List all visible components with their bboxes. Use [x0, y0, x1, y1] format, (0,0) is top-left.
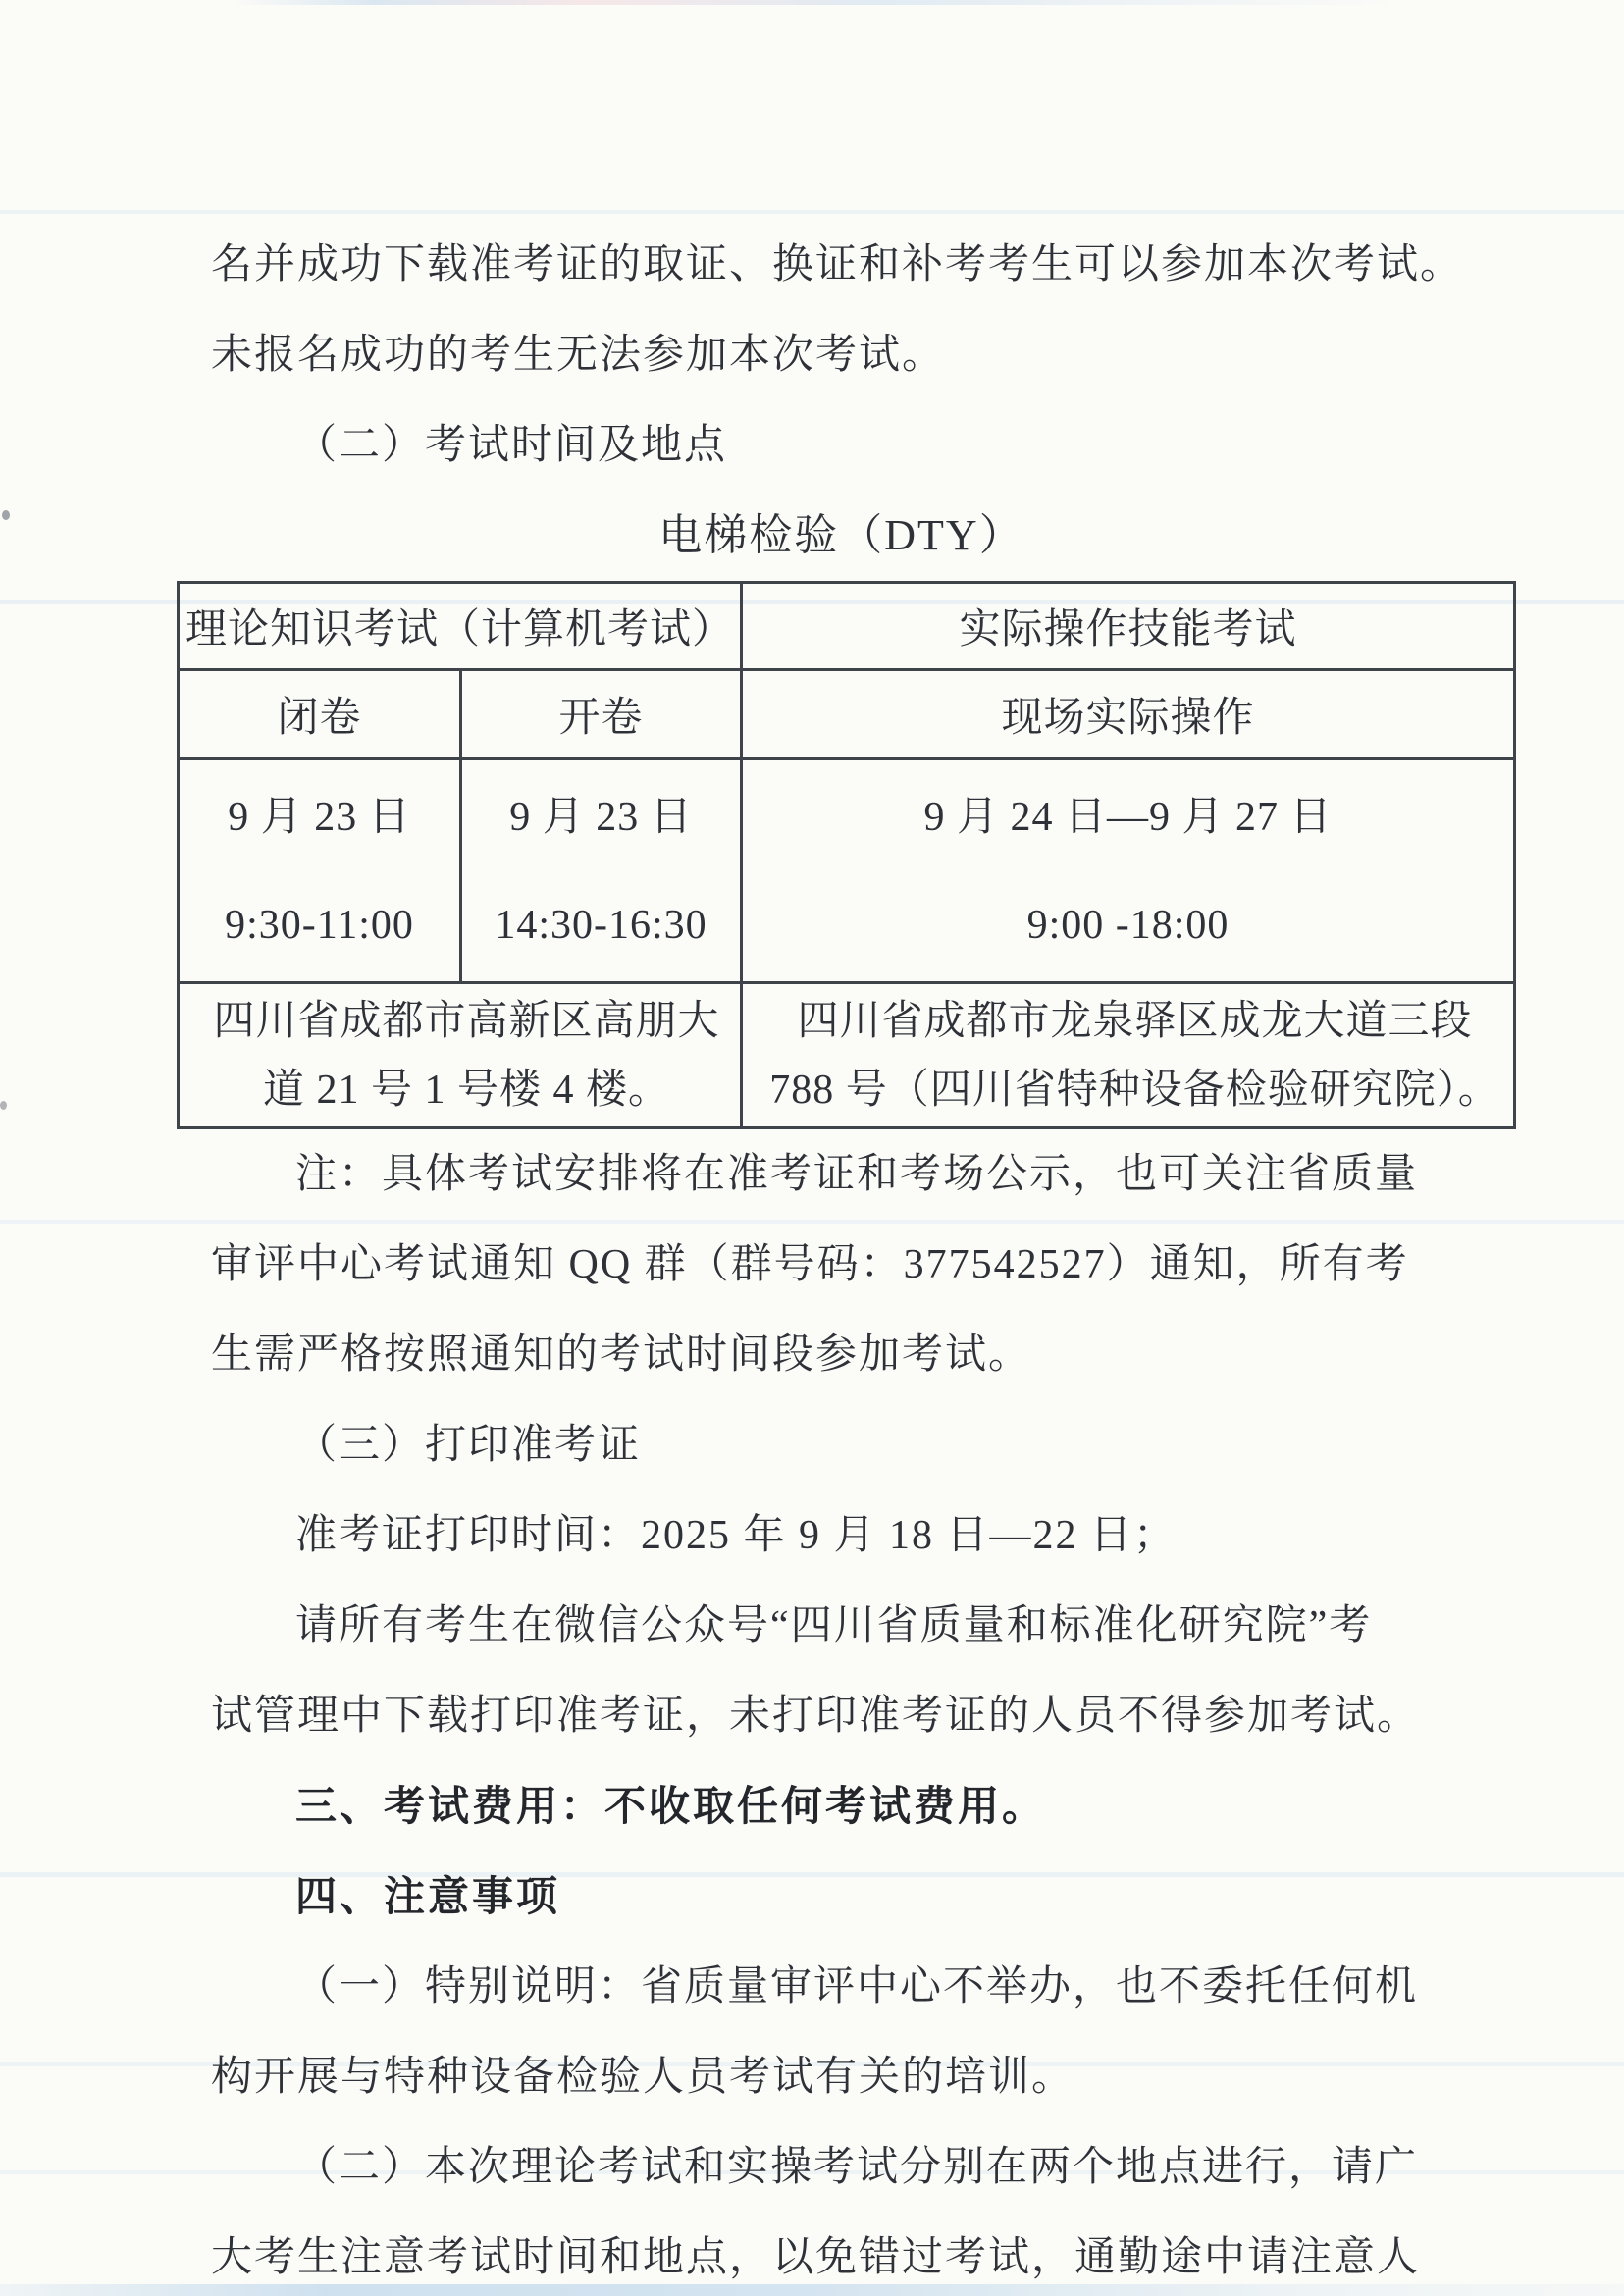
- notice-item-2: [211, 2122, 1472, 2296]
- text-line: 注：具体考试安排将在准考证和考场公示，也可关注省质量: [295, 1152, 1419, 1197]
- closed-book-time: 9:30-11:00: [225, 902, 414, 948]
- cell-theory-address: [179, 983, 742, 1128]
- text-line: 请所有考生在微信公众号“四川省质量和标准化研究院”考: [295, 1603, 1373, 1648]
- table-row-addresses: [179, 983, 1515, 1128]
- text-line: （二）本次理论考试和实操考试分别在两个地点进行，请广: [295, 2145, 1419, 2190]
- open-book-date: 9 月 23 日: [509, 794, 693, 840]
- practical-address-line: 四川省成都市龙泉驿区成龙大道三段: [797, 998, 1473, 1044]
- section-heading-time-place: （二）考试时间及地点: [295, 423, 728, 468]
- practical-address-line: 788 号（四川省特种设备检验研究院）。: [769, 1067, 1500, 1113]
- text-line: （一）特别说明：省质量审评中心不举办，也不委托任何机: [295, 1964, 1419, 2009]
- cell-practical-exam-header: 实际操作技能考试: [742, 583, 1515, 670]
- cell-closed-book-datetime: [179, 759, 461, 983]
- text-line: 未报名成功的考生无法参加本次考试。: [211, 333, 946, 378]
- practical-date: 9 月 24 日—9 月 27 日: [923, 794, 1333, 840]
- cell-onsite-label: 现场实际操作: [742, 670, 1515, 759]
- intro-paragraph: [211, 220, 1472, 400]
- section-heading-print-ticket: （三）打印准考证: [295, 1423, 642, 1468]
- open-book-time: 14:30-16:30: [495, 902, 707, 948]
- table-row-headers: [179, 583, 1515, 670]
- closed-book-date: 9 月 23 日: [228, 794, 411, 840]
- practical-time: 9:00 -18:00: [1026, 902, 1230, 948]
- text-line: 试管理中下载打印准考证，未打印准考证的人员不得参加考试。: [211, 1694, 1421, 1739]
- text-line: 生需严格按照通知的考试时间段参加考试。: [211, 1332, 1032, 1378]
- text-line: 构开展与特种设备检验人员考试有关的培训。: [211, 2055, 1075, 2100]
- text-line: 大考生注意考试时间和地点，以免错过考试，通勤途中请注意人: [211, 2235, 1421, 2280]
- cell-open-book-datetime: [461, 759, 742, 983]
- table-title: 电梯检验（DTY）: [658, 511, 1024, 559]
- cell-open-book-label: 开卷: [461, 670, 742, 759]
- exam-schedule-table: [177, 581, 1516, 1129]
- print-ticket-paragraph: [211, 1490, 1472, 1761]
- theory-address-line: 四川省成都市高新区高朋大: [213, 998, 720, 1044]
- text-line: 准考证打印时间：2025 年 9 月 18 日—22 日；: [295, 1513, 1178, 1558]
- text-line: 名并成功下载准考证的取证、换证和补考考生可以参加本次考试。: [211, 242, 1464, 287]
- text-line: 审评中心考试通知 QQ 群（群号码：377542527）通知，所有考: [211, 1242, 1409, 1287]
- cell-theory-exam-header: 理论知识考试（计算机考试）: [179, 583, 742, 670]
- section-heading-notices: 四、注意事项: [295, 1873, 561, 1919]
- cell-practical-address: [742, 983, 1515, 1128]
- table-row-datetimes: [179, 759, 1515, 983]
- cell-closed-book-label: 闭卷: [179, 670, 461, 759]
- section-heading-exam-fee: 三、考试费用：不收取任何考试费用。: [295, 1783, 1047, 1829]
- notice-item-1: [211, 1942, 1472, 2122]
- cell-practical-datetime: [742, 759, 1515, 983]
- table-row-subheaders: [179, 670, 1515, 759]
- theory-address-line: 道 21 号 1 号楼 4 楼。: [263, 1067, 671, 1113]
- note-paragraph: [211, 1129, 1472, 1400]
